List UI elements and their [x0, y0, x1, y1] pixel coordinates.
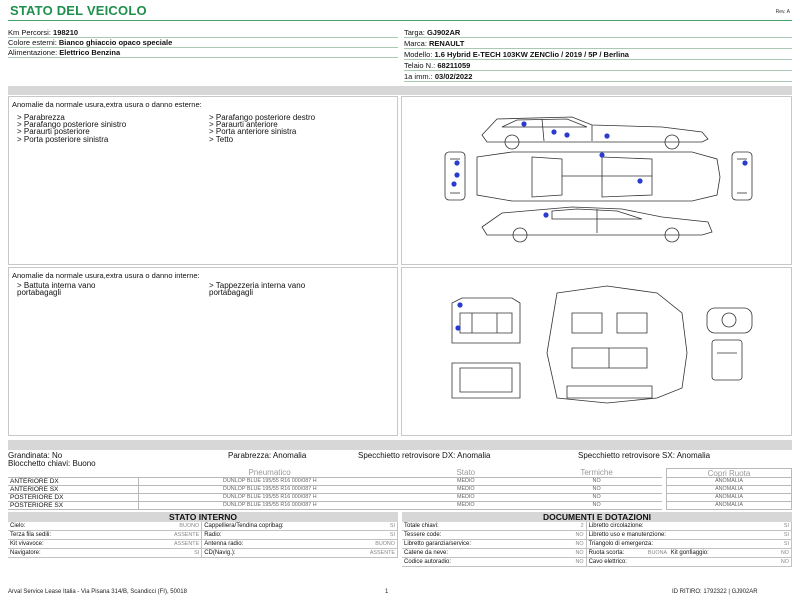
external-damage-panel [8, 96, 398, 265]
internal-car-diagram-panel [401, 267, 792, 436]
car-side-view-top-icon [482, 117, 708, 149]
internal-state-table [8, 522, 398, 558]
table-row: POSTERIORE SX DUNLOP BLUE 195/55 R16 000/087 H MEDIO NO [8, 501, 662, 509]
list-item: > Porta posteriore sinistra [17, 134, 109, 144]
wheel-cover-table [666, 468, 792, 510]
section-divider-bar [8, 86, 792, 95]
damage-dot [637, 178, 642, 183]
car-interior-top-view-icon [547, 286, 687, 403]
internal-damage-title: Anomalie da normale usura,extra usura o danno interne: [12, 271, 200, 280]
footer-company: Arval Service Lease Italia - Via Pisana 314/B, Scandicci (FI), 50018 [8, 589, 187, 595]
info-row: Colore esterni: Bianco ghiaccio opaco speciale [8, 38, 398, 48]
car-rear-view-icon [732, 152, 752, 200]
table-row: Catene da neve: NO Ruota scorta: BUONA Kit gonfiaggio: NO [402, 549, 792, 558]
tyres-table [8, 468, 662, 510]
list-item: portabagagli [17, 288, 62, 298]
page-title: STATO DEL VEICOLO [10, 3, 147, 18]
table-row: Navigatore: SI CD(Navig.): ASSENTE [8, 549, 398, 558]
footer-id: ID RITIRO: 1792322 | GJ902AR [672, 589, 758, 595]
trunk-view-icon [452, 363, 520, 398]
table-row: Codice autoradio: NO Cavo elettrico: NO [402, 558, 792, 567]
parabrezza-status: Parabrezza: Anomalia [228, 451, 307, 460]
external-car-diagram [402, 97, 793, 266]
external-damage-list-right [209, 114, 394, 143]
table-row: ANTERIORE DX DUNLOP BLUE 195/55 R16 000/087 H MEDIO NO [8, 477, 662, 485]
table-row: ANOMALIA [667, 486, 792, 494]
internal-state-section [8, 512, 398, 558]
internal-damage-list-right [209, 282, 394, 296]
internal-car-diagram [402, 268, 793, 437]
internal-damage-panel [8, 267, 398, 436]
info-row: Alimentazione: Elettrico Benzina [8, 48, 398, 58]
revision-label: Rev. A [775, 9, 790, 15]
list-item: portabagagli [209, 288, 254, 298]
damage-dot [543, 212, 548, 217]
tyres-header-pneumatico: Pneumatico [139, 468, 401, 477]
tyres-header-termiche: Termiche [531, 468, 662, 477]
damage-dot [454, 160, 459, 165]
internal-state-title: STATO INTERNO [8, 512, 398, 522]
table-row: Terza fila sedili: ASSENTE Radio: SI [8, 531, 398, 540]
mirror-sx-status: Specchietto retrovisore SX: Anomalia [578, 451, 711, 460]
table-row: ANOMALIA [667, 494, 792, 502]
table-row: ANTERIORE SX DUNLOP BLUE 195/55 R16 000/087 H MEDIO NO [8, 485, 662, 493]
damage-dot [521, 121, 526, 126]
grandinata-status: Grandinata: No [8, 451, 63, 460]
damage-dot [564, 132, 569, 137]
info-row: Telaio N.: 68211059 [404, 61, 792, 71]
dashboard-side-icon [712, 340, 742, 380]
section-divider-bar [8, 440, 792, 450]
table-row: ANOMALIA [667, 502, 792, 510]
documents-section [402, 512, 792, 567]
info-row: Km Percorsi: 198210 [8, 28, 398, 38]
car-side-view-bottom-icon [482, 207, 712, 242]
table-row: Cielo: BUONO Cappelliera/Tendina copribag: SI [8, 522, 398, 531]
tyres-header-copri-ruota: Copri Ruota [667, 469, 792, 478]
list-item: > Paraurti posteriore [17, 127, 90, 137]
table-row: POSTERIORE DX DUNLOP BLUE 195/55 R16 000/087 H MEDIO NO [8, 493, 662, 501]
list-item: > Parafango posteriore destro [209, 113, 316, 122]
steering-wheel-icon [707, 308, 752, 333]
documents-table [402, 522, 792, 567]
car-top-view-icon [477, 152, 720, 201]
table-row: ANOMALIA [667, 478, 792, 486]
external-damage-title: Anomalie da normale usura,extra usura o danno esterne: [12, 100, 202, 109]
key-lock-status: Blocchetto chiavi: Buono [8, 459, 96, 468]
external-damage-list-left [17, 114, 207, 143]
damage-dot [454, 172, 459, 177]
table-row: Tessere code: NO Libretto uso e manutenzione: SI [402, 531, 792, 540]
info-row: Marca: RENAULT [404, 39, 792, 49]
info-row: 1a imm.: 03/02/2022 [404, 72, 792, 82]
table-row: Libretto garanzia/service: NO Triangolo di emergenza: SI [402, 540, 792, 549]
list-item: > Porta anteriore sinistra [209, 127, 297, 137]
footer-page-number: 1 [385, 589, 389, 595]
damage-dot [742, 160, 747, 165]
list-item: > Tetto [209, 134, 234, 144]
list-item: > Parafango posteriore sinistro [17, 120, 127, 130]
list-item: > Parabrezza [17, 113, 65, 122]
damage-dot [599, 152, 604, 157]
damage-dot [451, 181, 456, 186]
info-row: Modello: 1.6 Hybrid E-TECH 103KW ZENClio / 2019 / 5P / Berlina [404, 50, 792, 60]
header-divider [8, 20, 792, 21]
damage-dot [604, 133, 609, 138]
mirror-dx-status: Specchietto retrovisore DX: Anomalia [358, 451, 491, 460]
tyres-header-stato: Stato [400, 468, 531, 477]
table-row: Kit vivavoce: ASSENTE Antenna radio: BUONO [8, 540, 398, 549]
damage-dot [457, 302, 462, 307]
external-car-diagram-panel [401, 96, 792, 265]
internal-damage-list-left [17, 282, 207, 296]
table-row: Totale chiavi: 2 Libretto circolazione: SI [402, 522, 792, 531]
damage-dot [455, 325, 460, 330]
list-item: > Battuta interna vano [17, 281, 96, 290]
list-item: > Paraurti anteriore [209, 120, 278, 130]
list-item: > Tappezzeria interna vano [209, 281, 306, 290]
documents-title: DOCUMENTI E DOTAZIONI [402, 512, 792, 522]
damage-dot [551, 129, 556, 134]
info-row: Targa: GJ902AR [404, 28, 792, 38]
